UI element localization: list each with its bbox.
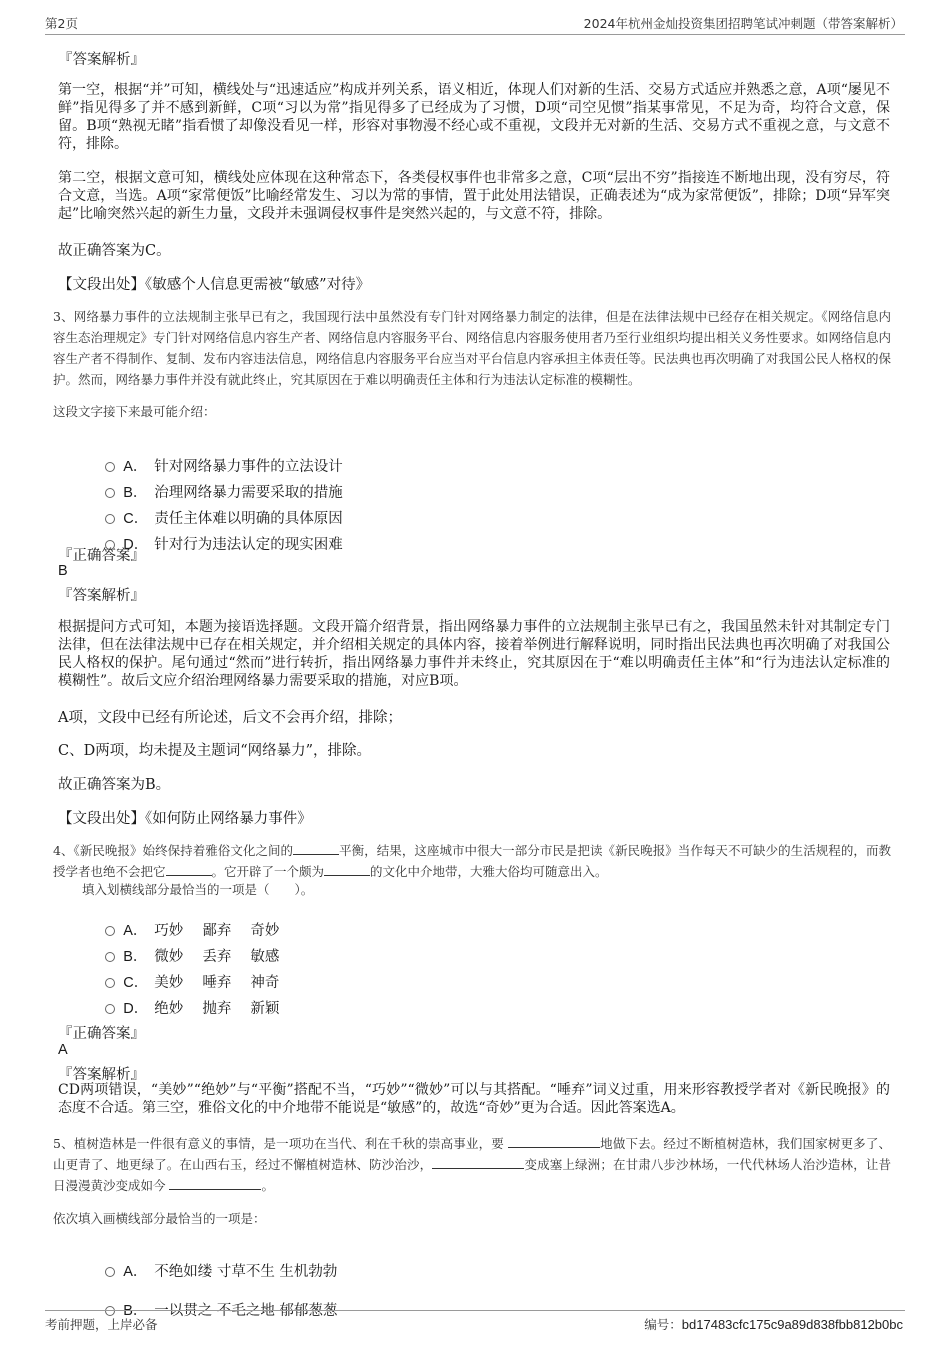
fill-blank (169, 1177, 261, 1190)
q5-stem-part-1: 5、植树造林是一件很有意义的事情，是一项功在当代、利在千秋的崇高事业，要 (53, 1136, 509, 1151)
q4-stem-part-1: 4、《新民晚报》始终保持着雅俗文化之间的 (53, 843, 294, 858)
option-text: 微妙 丢弃 敏感 (154, 949, 280, 965)
q3-conclusion: 故正确答案为B。 (58, 777, 171, 793)
code-label: 编号： (644, 1317, 682, 1332)
radio-icon[interactable] (105, 1267, 115, 1277)
q3-source: 【文段出处】《如何防止网络暴力事件》 (58, 811, 312, 827)
fill-blank (166, 863, 212, 876)
option-key: A． (123, 1264, 148, 1280)
q5-stem-part-2: 地做下去。经过不断植树造林，我们国家树更多了、山更青了、地更绿了。在山西右玉，经过不懈植树造林、防沙治沙， (53, 1136, 891, 1172)
option-key: A． (123, 459, 148, 475)
q3-analysis-paragraph-2: A项，文段中已经有所论述，后文不会再介绍，排除； (58, 710, 402, 726)
option-key: D． (123, 1001, 149, 1017)
q4-option-d[interactable] (96, 981, 279, 1018)
option-key: D． (123, 537, 149, 553)
q4-answer: A (58, 1042, 68, 1058)
q3-analysis-paragraph-1: 根据提问方式可知，本题为接语选择题。文段开篇介绍背景，指出网络暴力事件的立法规制主张早已有之，我国虽然未针对其制定专门法律，但在法律法规中已存在相关规定，并介绍相关规定的具体内容，接着举例进行解释说明，同时指出民法典也再次明确了对我国公民人格权的保护。尾句通过“然而”进行转折，指出网络暴力事件并未终止，究其原因在于“难以明确责任主体”和“行为违法认定标准的模糊性”。故后文应介绍治理网络暴力需要采取的措施，对应B项。 (58, 619, 890, 689)
q4-stem-part-4: 的文化中介地带，大雅大俗均可随意出入。 (370, 864, 608, 879)
q3-prompt: 这段文字接下来最可能介绍： (53, 404, 216, 419)
option-key: B． (123, 949, 148, 965)
q4-stem (53, 840, 891, 882)
code-value: bd17483cfc175c9a89d838fbb812b0bc (681, 1317, 903, 1332)
footer-slogan: 考前押题，上岸必备 (45, 1317, 158, 1332)
q3-answer-label: 『正确答案』 (58, 548, 145, 564)
option-text: 针对行为违法认定的现实困难 (154, 537, 343, 553)
option-text: 一以贯之 不毛之地 郁郁葱葱 (154, 1303, 338, 1319)
fill-blank (293, 842, 339, 855)
option-text: 不绝如缕 寸草不生 生机勃勃 (154, 1264, 338, 1280)
option-key: C． (123, 511, 149, 527)
option-key: A． (123, 923, 148, 939)
fill-blank (508, 1135, 600, 1148)
q4-stem-part-2: 平衡，结果，这座城市中很大一部分市民是把读《新民晚报》当作每天不可缺少的生活规程的，而教授学者也绝不会把它 (53, 843, 891, 879)
q5-prompt: 依次填入画横线部分最恰当的一项是： (53, 1211, 266, 1226)
q4-stem-part-3: 。它开辟了一个颇为 (211, 864, 325, 879)
q2-analysis-label: 『答案解析』 (58, 52, 145, 68)
option-key: B． (123, 1303, 148, 1319)
q5-stem-part-4: 。 (261, 1178, 274, 1193)
option-text: 美妙 唾弃 神奇 (154, 975, 280, 991)
document-title: 2024年杭州金灿投资集团招聘笔试冲刺题（带答案解析） (583, 16, 903, 31)
q4-analysis: CD两项错误，“美妙”“绝妙”与“平衡”搭配不当，“巧妙”“微妙”可以与其搭配。“唾弃”词义过重，用来形容教授学者对《新民晚报》的态度不合适。第三空，雅俗文化的中介地带不能说是“敏感”的，故选“奇妙”更为合适。因此答案选A。 (58, 1082, 890, 1116)
fill-blank (324, 863, 370, 876)
q3-analysis-paragraph-3: C、D两项，均未提及主题词“网络暴力”，排除。 (58, 743, 372, 759)
fill-blank (432, 1156, 524, 1169)
page-header (45, 12, 905, 35)
option-key: B． (123, 485, 148, 501)
q4-analysis-label: 『答案解析』 (58, 1067, 145, 1083)
q4-prompt: 填入划横线部分最恰当的一项是（ ）。 (82, 882, 314, 897)
option-text: 绝妙 抛弃 新颖 (154, 1001, 280, 1017)
option-text: 针对网络暴力事件的立法设计 (154, 459, 343, 475)
q5-stem (53, 1133, 891, 1196)
q2-analysis-paragraph-1: 第一空，根据“并”可知，横线处与“迅速适应”构成并列关系，语义相近，体现人们对新的生活、交易方式适应并熟悉之意，A项“屡见不鲜”指见得多了并不感到新鲜，C项“习以为常”指见得多了已经成为了习惯，D项“司空见惯”指某事常见，不足为奇，均符合文意，保留。B项“熟视无睹”指看惯了却像没看见一样，形容对事物漫不经心或不重视，文段并无对新的生活、交易方式不重视之意，与文意不符，排除。 (58, 82, 890, 152)
document-code (644, 1315, 903, 1333)
option-text: 治理网络暴力需要采取的措施 (154, 485, 343, 501)
q3-answer: B (58, 563, 68, 579)
q2-analysis-paragraph-2: 第二空，根据文意可知，横线处应体现在这种常态下，各类侵权事件也非常多之意，C项“层出不穷”指接连不断地出现，没有穷尽，符合文意，当选。A项“家常便饭”比喻经常发生、习以为常的事情，置于此处用法错误，正确表述为“成为家常便饭”，排除；D项“异军突起”比喻突然兴起的新生力量，文段并未强调侵权事件是突然兴起的，与文意不符，排除。 (58, 170, 890, 222)
page-number: 第2页 (45, 16, 78, 31)
option-key: C． (123, 975, 149, 991)
option-text: 巧妙 鄙弃 奇妙 (154, 923, 280, 939)
q5-stem-part-3: 变成塞上绿洲；在甘肃八步沙林场，一代代林场人治沙造林，让昔日漫漫黄沙变成如今 (53, 1157, 891, 1193)
q5-option-a[interactable] (96, 1244, 337, 1281)
radio-icon[interactable] (105, 1004, 115, 1014)
option-text: 责任主体难以明确的具体原因 (154, 511, 343, 527)
page-footer (45, 1310, 905, 1333)
q2-source: 【文段出处】《敏感个人信息更需被“敏感”对待》 (58, 277, 371, 293)
q3-stem: 3、网络暴力事件的立法规制主张早已有之，我国现行法中虽然没有专门针对网络暴力制定的法律，但是在法律法规中已经存在相关规定。《网络信息内容生态治理规定》专门针对网络信息内容生产者、网络信息内容服务平台、网络信息内容服务使用者乃至行业组织均提出相关义务性要求。如网络信息内容生产者不得制作、复制、发布内容违法信息，网络信息内容服务平台应当对平台信息内容承担主体责任等。民法典也再次明确了对我国公民人格权的保护。然而，网络暴力事件并没有就此终止，究其原因在于难以明确责任主体和行为违法认定标准的模糊性。 (53, 309, 891, 387)
q4-answer-label: 『正确答案』 (58, 1026, 145, 1042)
q2-conclusion: 故正确答案为C。 (58, 243, 171, 259)
q3-analysis-label: 『答案解析』 (58, 588, 145, 604)
